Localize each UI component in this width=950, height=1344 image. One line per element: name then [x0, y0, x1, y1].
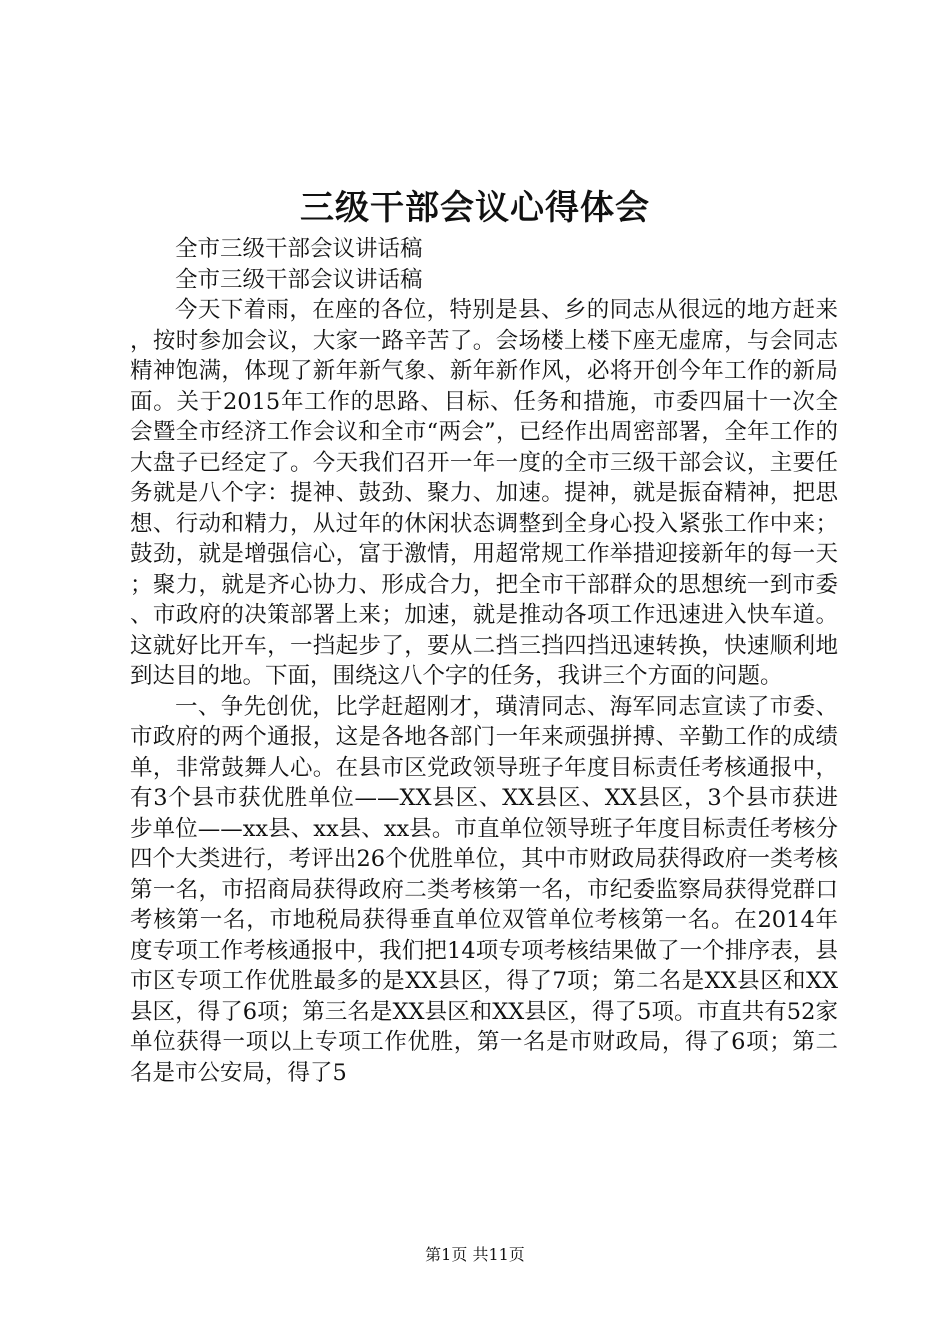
- paragraph-section-one: 一、争先创优，比学赶超刚才，璜清同志、海军同志宣读了市委、市政府的两个通报，这是各地各部门一年来顽强拼搏、辛勤工作的成绩单，非常鼓舞人心。在县市区党政领导班子年度目标责任考核通报中，有3个县市获优胜单位——XX县区、XX县区、XX县区，3个县市获进步单位——xx县、xx县、xx县。市直单位领导班子年度目标责任考核分四个大类进行，考评出26个优胜单位，其中市财政局获得政府一类考核第一名，市招商局获得政府二类考核第一名，市纪委监察局获得党群口考核第一名，市地税局获得垂直单位双管单位考核第一名。在2014年度专项工作考核通报中，我们把14项专项考核结果做了一个排序表，县市区专项工作优胜最多的是XX县区，得了7项；第二名是XX县区和XX县区，得了6项；第三名是XX县区和XX县区，得了5项。市直共有52家单位获得一项以上专项工作优胜，第一名是市财政局，得了6项；第二名是市公安局，得了5: [130, 693, 838, 1086]
- document-title: 三级干部会议心得体会: [300, 188, 650, 228]
- page-number-footer: 第1页 共11页: [425, 1245, 525, 1264]
- paragraph-subtitle-1: 全市三级干部会议讲话稿: [175, 236, 423, 262]
- paragraph-opening: 今天下着雨，在座的各位，特别是县、乡的同志从很远的地方赶来，按时参加会议，大家一路辛苦了。会场楼上楼下座无虚席，与会同志精神饱满，体现了新年新气象、新年新作风，必将开创今年工作的新局面。关于2015年工作的思路、目标、任务和措施，市委四届十一次全会暨全市经济工作会议和全市“两会”，已经作出周密部署，全年工作的大盘子已经定了。今天我们召开一年一度的全市三级干部会议，主要任务就是八个字：提神、鼓劲、聚力、加速。提神，就是振奋精神，把思想、行动和精力，从过年的休闲状态调整到全身心投入紧张工作中来；鼓劲，就是增强信心，富于激情，用超常规工作举措迎接新年的每一天；聚力，就是齐心协力、形成合力，把全市干部群众的思想统一到市委、市政府的决策部署上来；加速，就是推动各项工作迅速进入快车道。这就好比开车，一挡起步了，要从二挡三挡四挡迅速转换，快速顺利地到达目的地。下面，围绕这八个字的任务，我讲三个方面的问题。: [130, 297, 838, 689]
- paragraph-subtitle-2: 全市三级干部会议讲话稿: [175, 266, 423, 293]
- document-body: [130, 234, 838, 1088]
